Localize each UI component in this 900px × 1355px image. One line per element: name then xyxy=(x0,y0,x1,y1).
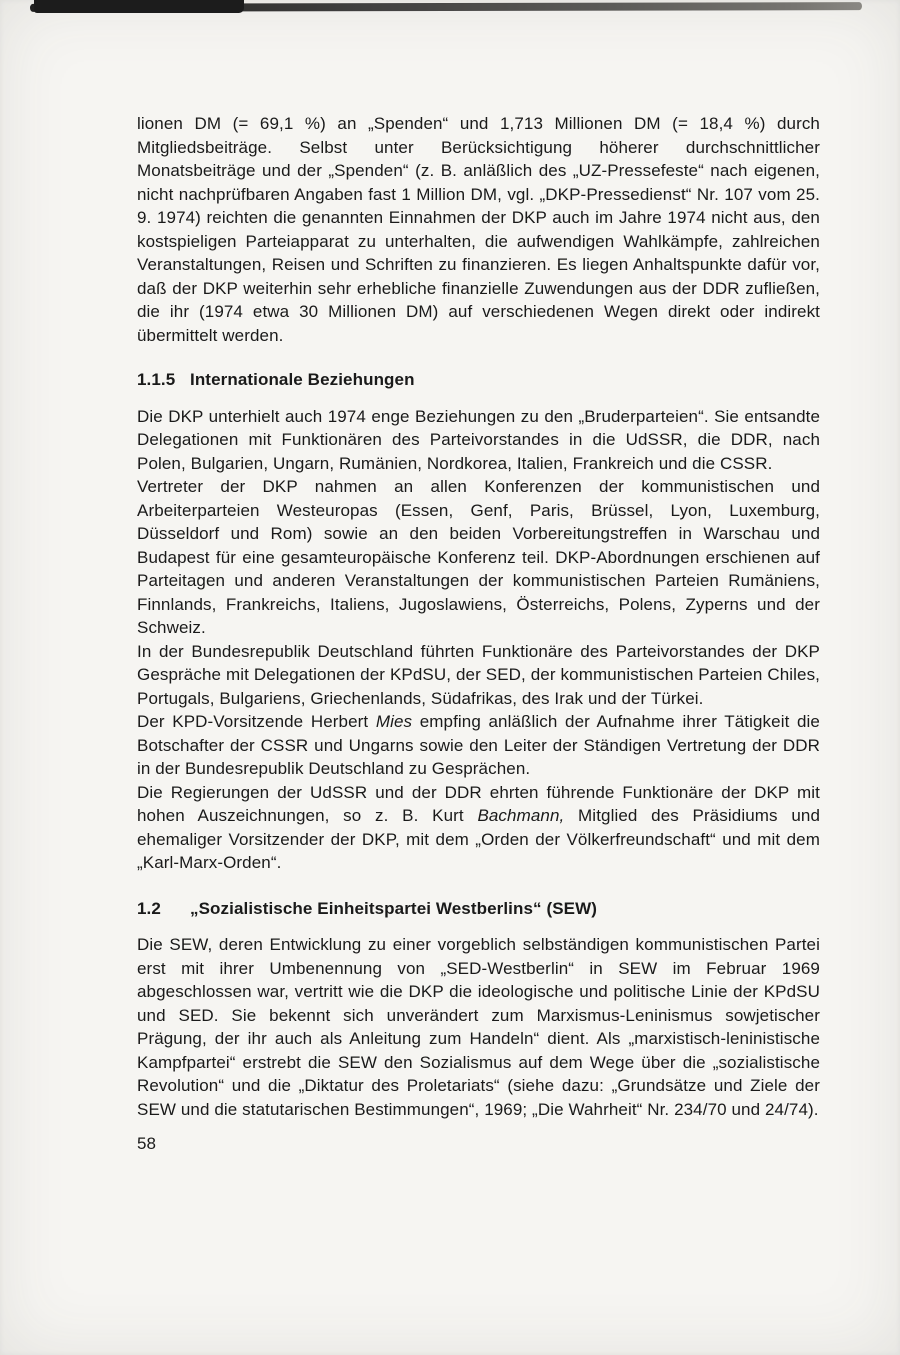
heading-sew xyxy=(137,897,820,921)
heading-title: „Sozialistische Einheitspartei Westberlins“ (SEW) xyxy=(190,898,598,918)
section-internationale-beziehungen xyxy=(137,405,820,875)
heading-title: Internationale Beziehungen xyxy=(190,370,415,389)
paragraph-text-after: Mitglied des Präsidiums und ehemaliger Vorsitzender der DKP, mit dem „Orden der Völkerfreundschaft“ und mit dem „Karl-Marx-Orden“. xyxy=(137,806,821,872)
person-name-mies: Mies xyxy=(375,712,413,731)
paragraph-text-before: Die Regierungen der UdSSR und der DDR ehrten führende Funktionäre der DKP mit hohen Auszeichnungen, so z. B. Kurt xyxy=(137,782,820,825)
heading-internationale-beziehungen xyxy=(137,368,820,392)
scan-artifact-dark-blob xyxy=(34,0,244,13)
paragraph-bruderparteien: Die DKP unterhielt auch 1974 enge Beziehungen zu den „Bruderparteien“. Sie entsandte Delegationen mit Funktionären des Parteivorstandes in die UdSSR, die DDR, nach Polen, Bulgarien, Ungarn, Rumänien, Nordkorea, Italien, Frankreich und die CSSR. xyxy=(137,406,820,473)
paragraph-sew-entwicklung: Die SEW, deren Entwicklung zu einer vorgeblich selbständigen kommunistischen Partei erst mit ihrer Umbenennung von „SED-Westberlin“ in SEW im Februar 1969 abgeschlossen war, vertritt wie die DKP die ideologische und politische Linie der KPdSU und SED. Sie bekennt sich unverändert zum Marxismus-Leninismus sowjetischer Prägung, der ihr auch als Anleitung zum Handeln“ dient. Als „marxistisch-leninistische Kampfpartei“ erstrebt die SEW den Sozialismus auf dem Wege über die „sozialistische Revolution“ und die „Diktatur des Proletariats“ (siehe dazu: „Grundsätze und Ziele der SEW und die statutarischen Bestimmungen“, 1969; „Die Wahrheit“ Nr. 234/70 und 24/74). xyxy=(137,935,820,1119)
paragraph-text-before: Der KPD-Vorsitzende Herbert xyxy=(137,712,376,731)
page-number: 58 xyxy=(137,1134,157,1153)
paragraph-mies-botschafter xyxy=(137,710,820,781)
heading-number: 1.2 xyxy=(137,898,161,918)
paragraph-text-after: empfing anläßlich der Aufnahme ihrer Tätigkeit die Botschafter der CSSR und Ungarns sowie den Leiter der Ständigen Vertretung der DDR in der Bundesrepublik Deutschland zu Gesprächen. xyxy=(137,712,820,778)
page-body xyxy=(137,112,820,1156)
paragraph-dkp-finances: lionen DM (= 69,1 %) an „Spenden“ und 1,713 Millionen DM (= 18,4 %) durch Mitgliedsbeiträge. Selbst unter Berücksichtigung höherer durchschnittlicher Monatsbeiträge und der „Spenden“ (z. B. anläßlich des „UZ-Pressefeste“ nach eigenen, nicht nachprüfbaren Angaben fast 1 Million DM, vgl. „DKP-Pressedienst“ Nr. 107 vom 25. 9. 1974) reichten die genannten Einnahmen der DKP auch im Jahre 1974 nicht aus, den kostspieligen Parteiapparat zu unterhalten, die aufwendigen Wahlkämpfe, zahlreichen Veranstaltungen, Reisen und Schriften zu finanzieren. Es liegen Anhaltspunkte dafür vor, daß der DKP weiterhin sehr erhebliche finanzielle Zuwendungen aus der DDR zufließen, die ihr (1974 etwa 30 Millionen DM) auf verschiedenen Wegen direkt oder indirekt übermittelt werden. xyxy=(137,114,820,345)
paragraph-auszeichnungen xyxy=(137,781,820,875)
paragraph-gespraeche-delegationen: In der Bundesrepublik Deutschland führten Funktionäre des Parteivorstandes der DKP Gespräche mit Delegationen der KPdSU, der SED, der kommunistischen Parteien Chiles, Portugals, Bulgariens, Griechenlands, Südafrikas, des Irak und der Türkei. xyxy=(137,641,820,708)
heading-number: 1.1.5 xyxy=(137,370,176,389)
paragraph-konferenzen: Vertreter der DKP nahmen an allen Konferenzen der kommunistischen und Arbeiterparteien Westeuropas (Essen, Genf, Paris, Brüssel, Lyon, Luxemburg, Düsseldorf und Rom) sowie an den beiden Vorbereitungstreffen in Warschau und Budapest für eine gesamteuropäische Konferenz teil. DKP-Abordnungen erschienen auf Parteitagen und anderen Veranstaltungen der kommunistischen Parteien Rumäniens, Finnlands, Frankreichs, Italiens, Jugoslawiens, Österreichs, Polens, Zyperns und der Schweiz. xyxy=(137,477,820,637)
person-name-bachmann: Bachmann, xyxy=(477,806,565,825)
